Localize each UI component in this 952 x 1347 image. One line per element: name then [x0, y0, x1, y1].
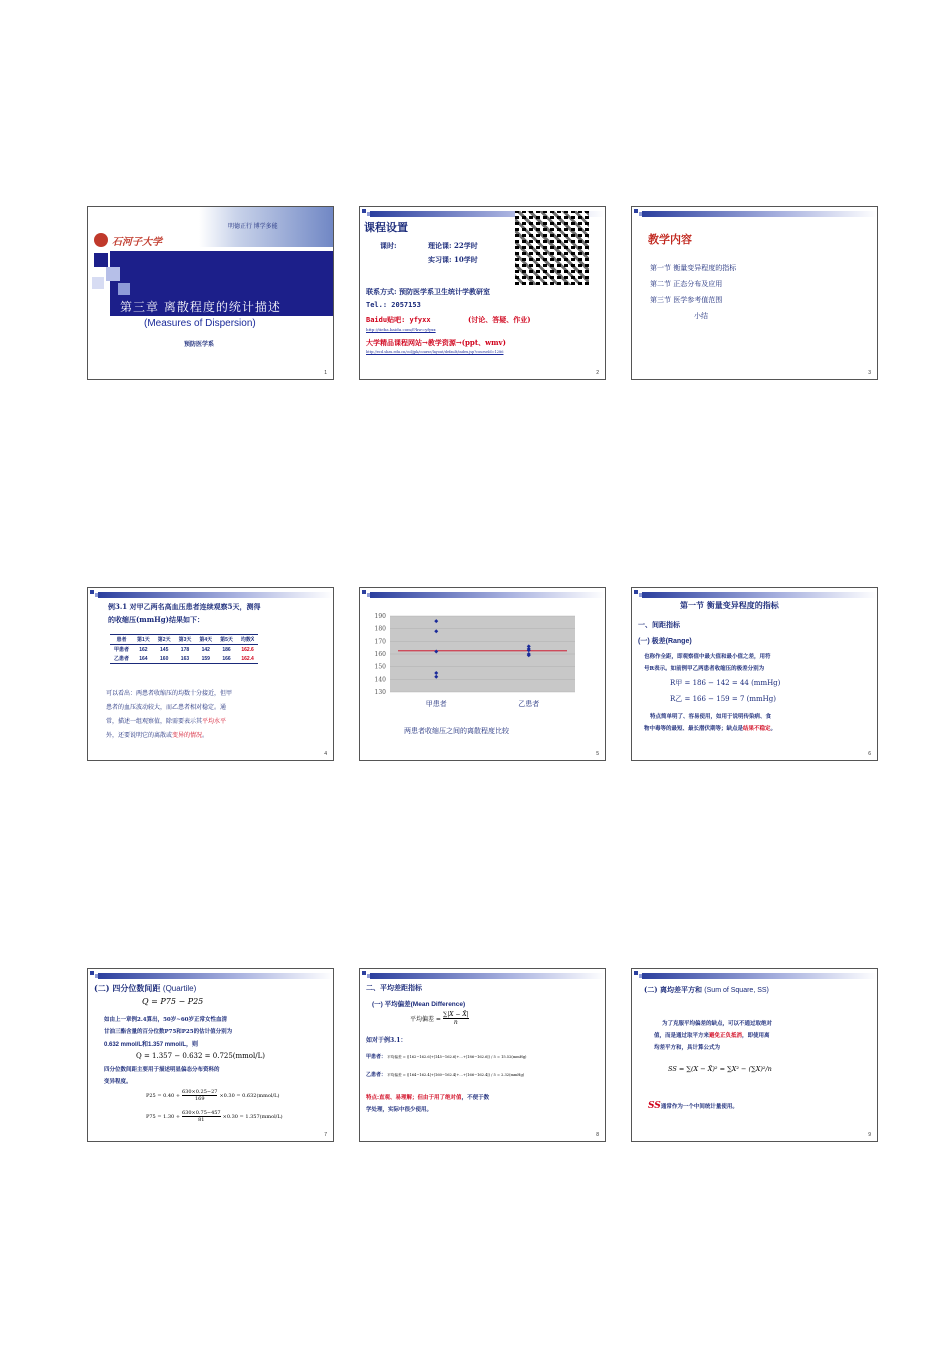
telephone: Tel.: 2057153: [366, 301, 421, 309]
header-bar: [370, 973, 605, 979]
table-row: [110, 645, 258, 655]
page-number: 7: [324, 1132, 327, 1138]
hours-label: 课时:: [380, 241, 397, 250]
header-bar: [370, 592, 605, 598]
y-tick-label: 170: [374, 638, 386, 646]
formula-part: ×0.30 = 1.357(mmol/L): [222, 1113, 283, 1120]
table-row: [110, 654, 258, 664]
paragraph-line: [106, 730, 208, 739]
chart-caption: 两患者收缩压之间的离散程度比较: [404, 727, 509, 735]
example-label: 如对于例3.1：: [366, 1037, 407, 1044]
paragraph-text: 通常作为一个中间统计量使用。: [660, 1104, 738, 1110]
slide-9: [631, 968, 878, 1142]
denominator: n: [453, 1019, 458, 1026]
formula-quartile: Q = P75 − P25: [142, 997, 204, 1006]
table-cell: 166: [216, 654, 237, 664]
table-header: [110, 635, 258, 645]
header-bar: [642, 592, 877, 598]
content-item-3: 第三节 医学参考值范围: [650, 296, 723, 304]
paragraph-text: 常，描述一组观察值，除需要表示其: [106, 718, 203, 725]
header-bar: [642, 211, 877, 217]
paragraph-line: 甘油三酯含量的百分位数P75和P25的估计值分别为: [104, 1029, 233, 1035]
content-item-2: 第二节 正态分布及应用: [650, 280, 723, 288]
slide-heading: 课程设置: [364, 221, 408, 234]
contact-info: 联系方式: 预防医学系卫生统计学教研室: [366, 287, 491, 296]
denominator: 169: [194, 1096, 205, 1102]
table-header-cell: 患者: [110, 635, 133, 645]
department: 预防医学系: [184, 341, 215, 348]
fraction: [182, 1110, 221, 1123]
slide-2: [359, 206, 606, 380]
page-number: 4: [324, 751, 327, 757]
heading-english: (Quartile): [162, 984, 197, 993]
table-cell: 164: [133, 654, 154, 664]
banner-motto: 明德正行 博学多能: [228, 224, 278, 230]
slide-1: [87, 206, 334, 380]
table-cell: 145: [160, 646, 169, 653]
content-item-4: 小结: [694, 312, 708, 320]
table-cell: 162.4: [237, 654, 258, 664]
deco-square: [106, 267, 120, 281]
paragraph-text: 外，还要说明它的离散或: [106, 732, 173, 739]
baidu-note: (讨论、答疑、作业): [468, 315, 531, 324]
paragraph-line: 患者的血压波动较大，而乙患者相对稳定。通: [106, 704, 227, 711]
heading-text: (二) 四分位数间距: [94, 983, 161, 993]
slide-5: [359, 587, 606, 761]
formula-range-a: R甲 = 186 − 142 = 44 (mmHg): [670, 679, 781, 687]
theory-hours: 理论课: 22学时: [428, 241, 478, 250]
table-cell: 186: [222, 646, 231, 653]
slide-subtitle: (Measures of Dispersion): [144, 318, 256, 329]
paragraph-line: 变异程度。: [104, 1079, 132, 1085]
numerator: 630×0.25−27: [182, 1089, 218, 1095]
x-tick-label: 甲患者: [425, 700, 447, 708]
slide-heading: 二、平均差距指标: [366, 983, 422, 992]
subsection-title: (一) 极差(Range): [638, 638, 692, 645]
paragraph-line: 特点简单明了、容易使用，如用于说明传染病、食: [650, 714, 772, 720]
university-name: 石河子大学: [112, 237, 162, 248]
y-tick-label: 140: [374, 676, 386, 684]
paragraph-line: [106, 716, 226, 725]
highlight-text: 变异的情况: [172, 732, 203, 739]
highlight-text: 结果不稳定: [743, 726, 771, 732]
formula-range-b: R乙 = 166 − 159 = 7 (mmHg): [670, 695, 776, 703]
paragraph-line: 也称作全距，即观察值中最大值和最小值之差，用符: [644, 654, 771, 660]
paragraph-text: 特点:直观、易理解；但由于用了: [366, 1095, 446, 1101]
paragraph-line: 可以看出：两患者收缩压的均数十分接近，但甲: [106, 690, 233, 697]
table-cell: 159: [195, 654, 216, 664]
example-intro: 例3.1 对甲乙两名高血压患者连续观察5天，测得: [108, 602, 261, 611]
slide-4: [87, 587, 334, 761]
formula-part: P25 = 0.40 +: [146, 1092, 181, 1099]
formula-p25: [146, 1089, 279, 1102]
denominator: 81: [198, 1117, 205, 1123]
highlight-text: 平均水平: [202, 718, 227, 725]
slide-8: [359, 968, 606, 1142]
paragraph-line: 均差平方和，具计算公式为: [654, 1045, 721, 1051]
table-cell: 162: [139, 646, 148, 653]
content-item-1: 第一节 衡量变异程度的指标: [650, 264, 737, 272]
deco-square: [94, 253, 108, 267]
paragraph-line: 如由上一章例2.4算出，50岁~60岁正常女性血清: [104, 1017, 227, 1023]
slide-7: [87, 968, 334, 1142]
subsection-title: (一) 平均偏差(Mean Difference): [372, 1001, 466, 1008]
page-number: 8: [596, 1132, 599, 1138]
table-header-cell: 第5天: [216, 635, 237, 645]
numerator: 630×0.75−457: [182, 1110, 221, 1116]
university-logo: [94, 233, 108, 247]
patient-label: 甲患者：: [366, 1054, 387, 1060]
slide-title: 第三章 离散程度的统计描述: [120, 300, 281, 314]
numerator: ∑|X − X̄|: [442, 1011, 469, 1018]
header-bar: [642, 973, 877, 979]
deco-square: [118, 283, 130, 295]
qr-code-overlay: [515, 211, 589, 285]
table-cell: 乙患者: [110, 654, 133, 664]
paragraph-text: ，不便于数: [461, 1095, 490, 1101]
table-cell: 142: [201, 646, 210, 653]
y-tick-label: 160: [374, 651, 386, 658]
section-title: 一、间距指标: [638, 620, 680, 629]
formula-part: ×0.30 = 0.632(mmol/L): [219, 1092, 280, 1099]
ss-symbol: SS: [648, 1101, 661, 1111]
y-tick-label: 180: [374, 625, 386, 633]
patient-label: 乙患者：: [366, 1072, 387, 1078]
formula-part: 平均偏差 =: [410, 1016, 441, 1023]
bp-table: [110, 634, 258, 664]
paragraph-line: 四分位数间距主要用于描述明显偏态分布资料的: [104, 1067, 220, 1073]
table-header-cell: 均数X̄: [237, 635, 258, 645]
slide-heading: 教学内容: [648, 233, 692, 246]
formula-q-result: Q = 1.357 − 0.632 = 0.725(mmol/L): [136, 1052, 266, 1060]
paragraph-line: 0.632 mmol/L和1.357 mmol/L，则: [104, 1042, 199, 1048]
calc-formula: 平均偏差 = (|164−162.4|+|160−162.4|+…+|166−162.4|) / 5 = 2.32(mmHg): [387, 1073, 525, 1077]
table-header-cell: 第4天: [195, 635, 216, 645]
paragraph-text: 物中毒等的最短、最长潜伏期等；缺点是: [644, 726, 744, 732]
highlight-text: 避免正负抵消: [709, 1033, 743, 1039]
ss-note: [648, 1101, 738, 1111]
paragraph-text: 值，而是通过取平方来: [654, 1033, 710, 1039]
scatter-chart: [360, 608, 606, 738]
header-bar: [98, 592, 333, 598]
calc-formula: 平均偏差 = (|162−162.6|+|145−162.6|+…+|186−162.6|) / 5 = 15.52(mmHg): [387, 1055, 527, 1059]
table-cell: 甲患者: [114, 647, 130, 653]
title-underline: [110, 315, 334, 316]
table-cell: 160: [154, 654, 175, 664]
page-number: 6: [868, 751, 871, 757]
fraction: [443, 1011, 469, 1026]
paragraph-line: [644, 724, 776, 732]
formula-p75: [146, 1110, 283, 1123]
slide-6: [631, 587, 878, 761]
page-number: 1: [324, 370, 327, 376]
table-cell: 162.6: [241, 646, 254, 653]
y-tick-label: 130: [374, 689, 386, 696]
table-header-cell: 第2天: [154, 635, 175, 645]
example-intro-2: 的收缩压(mmHg)结果如下：: [108, 615, 204, 624]
table-cell: 178: [180, 646, 190, 653]
header-bar: [98, 973, 333, 979]
paragraph-line: [654, 1031, 770, 1039]
practice-hours: 实习课: 10学时: [428, 255, 478, 264]
highlight-text: 绝对值: [445, 1095, 462, 1101]
course-website: 大学精品课程网站→教学资源→(ppt、wmv): [366, 338, 506, 347]
course-link[interactable]: http://ecd.shzu.edu.cn/col/jpk/course/layout/default/index.jsp?courseId=1286: [366, 350, 504, 354]
baidu-link[interactable]: http://tieba.baidu.com/f?kw=yfyxx: [366, 327, 436, 332]
paragraph-line: [366, 1093, 489, 1101]
paragraph-text: 。: [770, 726, 777, 732]
page-number: 3: [868, 370, 871, 376]
table-header-cell: 第3天: [175, 635, 196, 645]
slide-heading: [644, 985, 769, 995]
formula-part: P75 = 1.30 +: [146, 1113, 181, 1120]
x-tick-label: 乙患者: [518, 700, 540, 708]
heading-text: (二) 离均差平方和: [644, 985, 703, 994]
fraction: [182, 1089, 217, 1102]
heading-english: (Sum of Square, SS): [704, 987, 769, 994]
paragraph-text: ，即使用离: [742, 1033, 770, 1039]
formula-mean-deviation: [410, 1011, 469, 1026]
baidu-forum: Baidu贴吧: yfyxx: [366, 316, 431, 324]
paragraph-line: 号R表示。如前例甲乙两患者收缩压的极差分别为: [644, 666, 765, 672]
page-number: 9: [868, 1132, 871, 1138]
calc-row-b: [366, 1071, 524, 1078]
paragraph-text: 。: [202, 732, 209, 739]
paragraph-line: 学处理，实际中很少使用。: [366, 1107, 433, 1113]
slide-3: [631, 206, 878, 380]
table-cell: 163: [175, 654, 196, 664]
paragraph-line: 为了克服平均偏差的缺点，可以不通过取绝对: [662, 1021, 773, 1027]
table-header-cell: 第1天: [133, 635, 154, 645]
formula-ss: SS = ∑(X − X̄)² = ∑X² − (∑X)²/n: [668, 1065, 772, 1073]
y-tick-label: 190: [374, 613, 386, 620]
page-number: 2: [596, 370, 599, 376]
calc-row-a: [366, 1053, 526, 1060]
slide-heading: 第一节 衡量变异程度的指标: [680, 600, 779, 610]
deco-square: [92, 277, 104, 289]
slide-heading: [94, 983, 196, 994]
y-tick-label: 150: [374, 663, 386, 671]
page-number: 5: [596, 751, 599, 757]
